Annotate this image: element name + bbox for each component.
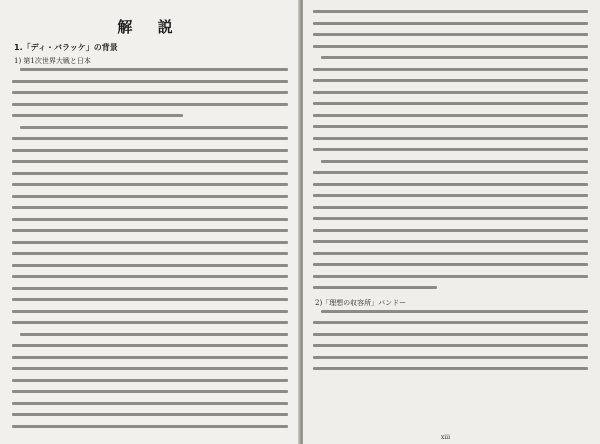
section-heading: 1.「ディ・バラッケ」の背景 (14, 43, 118, 52)
subsection-heading: 1) 第1次世界大戦と日本 (14, 57, 91, 65)
text-line (12, 344, 288, 347)
text-line (12, 114, 183, 117)
right-page (303, 0, 600, 444)
text-line (12, 206, 288, 209)
text-line (12, 172, 288, 175)
body-text (313, 310, 588, 371)
text-line (20, 68, 288, 71)
page-title: 解 説 (117, 18, 183, 36)
text-line (313, 275, 588, 278)
text-line (313, 33, 588, 36)
text-line (12, 218, 288, 221)
text-line (313, 252, 588, 255)
text-line (313, 79, 588, 82)
text-line (313, 68, 588, 71)
text-line (12, 91, 288, 94)
body-text (12, 68, 288, 428)
text-line (313, 217, 588, 220)
text-line (313, 367, 588, 370)
text-line (313, 137, 588, 140)
text-line (12, 195, 288, 198)
text-line (12, 160, 288, 163)
text-line (313, 45, 588, 48)
text-line (313, 240, 588, 243)
text-line (12, 103, 288, 106)
text-line (12, 183, 288, 186)
text-line (12, 379, 288, 382)
text-line (313, 206, 588, 209)
text-line (20, 333, 288, 336)
text-line (20, 126, 288, 129)
text-line (313, 114, 588, 117)
text-line (313, 183, 588, 186)
text-line (313, 171, 588, 174)
text-line (12, 413, 288, 416)
text-line (321, 160, 588, 163)
text-line (313, 333, 588, 336)
text-line (313, 356, 588, 359)
text-line (12, 80, 288, 83)
text-line (313, 22, 588, 25)
text-line (12, 390, 288, 393)
text-line (12, 287, 288, 290)
body-text (313, 10, 588, 289)
text-line (321, 56, 588, 59)
text-line (12, 275, 288, 278)
text-line (313, 91, 588, 94)
text-line (12, 425, 288, 428)
page-number: xiii (440, 434, 450, 441)
text-line (12, 252, 288, 255)
text-line (12, 264, 288, 267)
text-line (12, 137, 288, 140)
text-line (313, 194, 588, 197)
text-line (313, 321, 588, 324)
text-line (313, 286, 437, 289)
text-line (12, 402, 288, 405)
text-line (12, 298, 288, 301)
text-line (12, 310, 288, 313)
text-line (12, 229, 288, 232)
text-line (12, 356, 288, 359)
text-line (313, 148, 588, 151)
text-line (313, 125, 588, 128)
text-line (313, 102, 588, 105)
text-line (12, 321, 288, 324)
text-line (12, 367, 288, 370)
text-line (12, 149, 288, 152)
text-line (313, 344, 588, 347)
text-line (313, 10, 588, 13)
text-line (12, 241, 288, 244)
text-line (313, 229, 588, 232)
text-line (321, 310, 588, 313)
text-line (313, 263, 588, 266)
subsection-heading: 2)「理想の収容所」バンドー (315, 298, 407, 307)
